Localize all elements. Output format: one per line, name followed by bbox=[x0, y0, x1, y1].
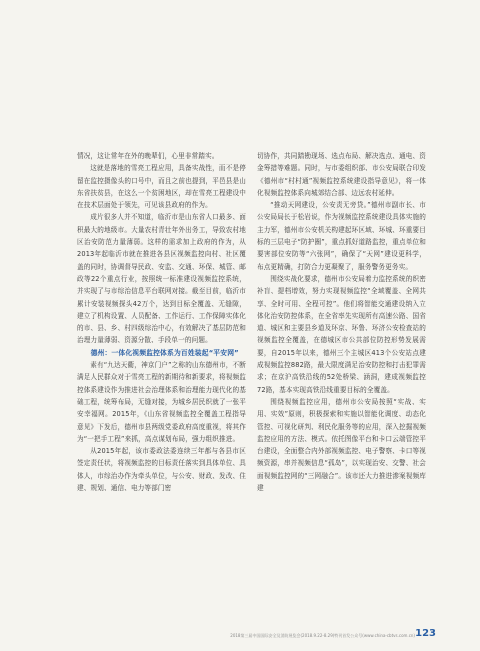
paragraph: 成片很多人并不知道，临沂市是山东省人口最多、面积最大的地级市。大量农村青壮年外出务工，导致农村地区治安防范力量薄弱。这样的需求加上政府的作为，从2013年起临沂市就在推进各县区视频监控向村、社区覆盖的同时，协调督导民政、安监、交通、环保、城管、邮政等22个重点行业，按照统一标准建设视频监控系统，并实现了与市综治信息平台联网对接。截至目前，临沂市累计安装视频探头42万个，达到目标全覆盖、无缝隙，建立了机构设置、人员配备、工作运行、工作保障实体化的市、县、乡、村四级综治中心，有效解决了基层防范和治理力量薄弱、资源分散、手段单一的问题。 bbox=[77, 213, 246, 345]
paragraph: 从2015年起，该市委政法委连续三年都与各县市区签定责任状，将视频监控的目标责任落实到具体单位、具体人，市综治办作为牵头单位，与公安、财政、发改、住建、规划、通信、电力等部门密 bbox=[77, 447, 246, 493]
paragraph: 围绕视频监控应用，德州市公安局按照“实战、实用、实效”原则，积极探索和实施以智能化调度、动态化管控、可视化研判、利民化服务等的应用，深入挖掘视频监控应用的方法、模式。依托图像平台和卡口云端管控平台建设，全面整合内外部视频监控、电子警察、卡口等视频资源，串并视频信息“孤岛”，以实现治安、交警、社会面视频监控网的“三网融合”。该市还大力推进渗案视频库建 bbox=[257, 397, 426, 493]
paragraph: 切协作，共同踏勘现场、选点布局、解决选点、通电、资金筹措等难题。同时，与市委组织部、市公安局联合印发《德州市“村村通”视频监控系统建设指导意见》，将一体化视频监控体系向城郊结合部、边远农村延伸。 bbox=[257, 152, 426, 197]
paragraph: “推动天网建设，公安责无旁贷。”德州市副市长、市公安局局长于松岩说，作为视频监控系统建设具体实施的主力军，德州市公安机关构建起环区域、环城、环重要目标的三层电子“防护圈”，重点抓好道路监控，重点单位和要害部位安防等“六张网”，确保了“天网”建设更科学，布点更精确，打防合力更凝聚了，服务警务更务实。 bbox=[257, 201, 426, 271]
page-footer bbox=[0, 628, 480, 644]
paragraph: 围绕实战化要求，德州市公安局着力监控系统的织密补盲、提档增效，努力实现视频监控“全域覆盖、全网共享、全时可用、全程可控”。他们将智能交通建设纳入立体化治安防控体系，在全省率先实现所有高速公路、国省道、城区和主要县乡道及环京、环鲁、环济公安检查站的视频监控全覆盖，在德城区市公共部位防控形势发展需要，自2015年以来，德州三个主城区413个公安站点建成视频监控882路，最大限度满足治安防控和打击犯罪需求；在京沪高铁沿线的52处桥梁、涵洞，建成视频监控72路，基本实现高铁沿线重要目标的全覆盖。 bbox=[257, 274, 426, 394]
footer-text: 2018第三届中国国际安全及消防展览会(2018.9.22-8.29)特刊首发公众号(www.china-cbtvs.com.cn) bbox=[230, 633, 415, 638]
right-column bbox=[257, 150, 426, 494]
left-column bbox=[77, 150, 246, 494]
section-heading: 德州：一体化视频监控体系为百姓装起“平安网” bbox=[90, 348, 239, 357]
paragraph: 情况，这让常年在外的晚辈们，心里非常踏实。 bbox=[77, 152, 219, 160]
paragraph: 这就是落地的雪亮工程应用，具备实战性，而不是停留在监控摄像头的口号中，而且之前也提到，平邑县是山东省扶贫县，在这么一个贫困地区，却在雪亮工程建设中在技术层面处于领先，可见该县政府的作为。 bbox=[77, 164, 246, 210]
paragraph: 素有“九达天衢，神京门户”之称的山东德州市，不断满足人民群众对于雪亮工程的新期待和新要求，将视频监控体系建设作为推进社会治理体系和治理能力现代化的基础工程，统筹布局，无缝对接，为城乡居民织就了一张平安幸福网。2015年，《山东省视频监控全覆盖工程指导意见》下发后，德州市县两级党委政府高度重视，将其作为“一把手工程”来抓，高点谋划布局，强力组织推进。 bbox=[77, 361, 246, 443]
page-number: 123 bbox=[415, 628, 436, 639]
